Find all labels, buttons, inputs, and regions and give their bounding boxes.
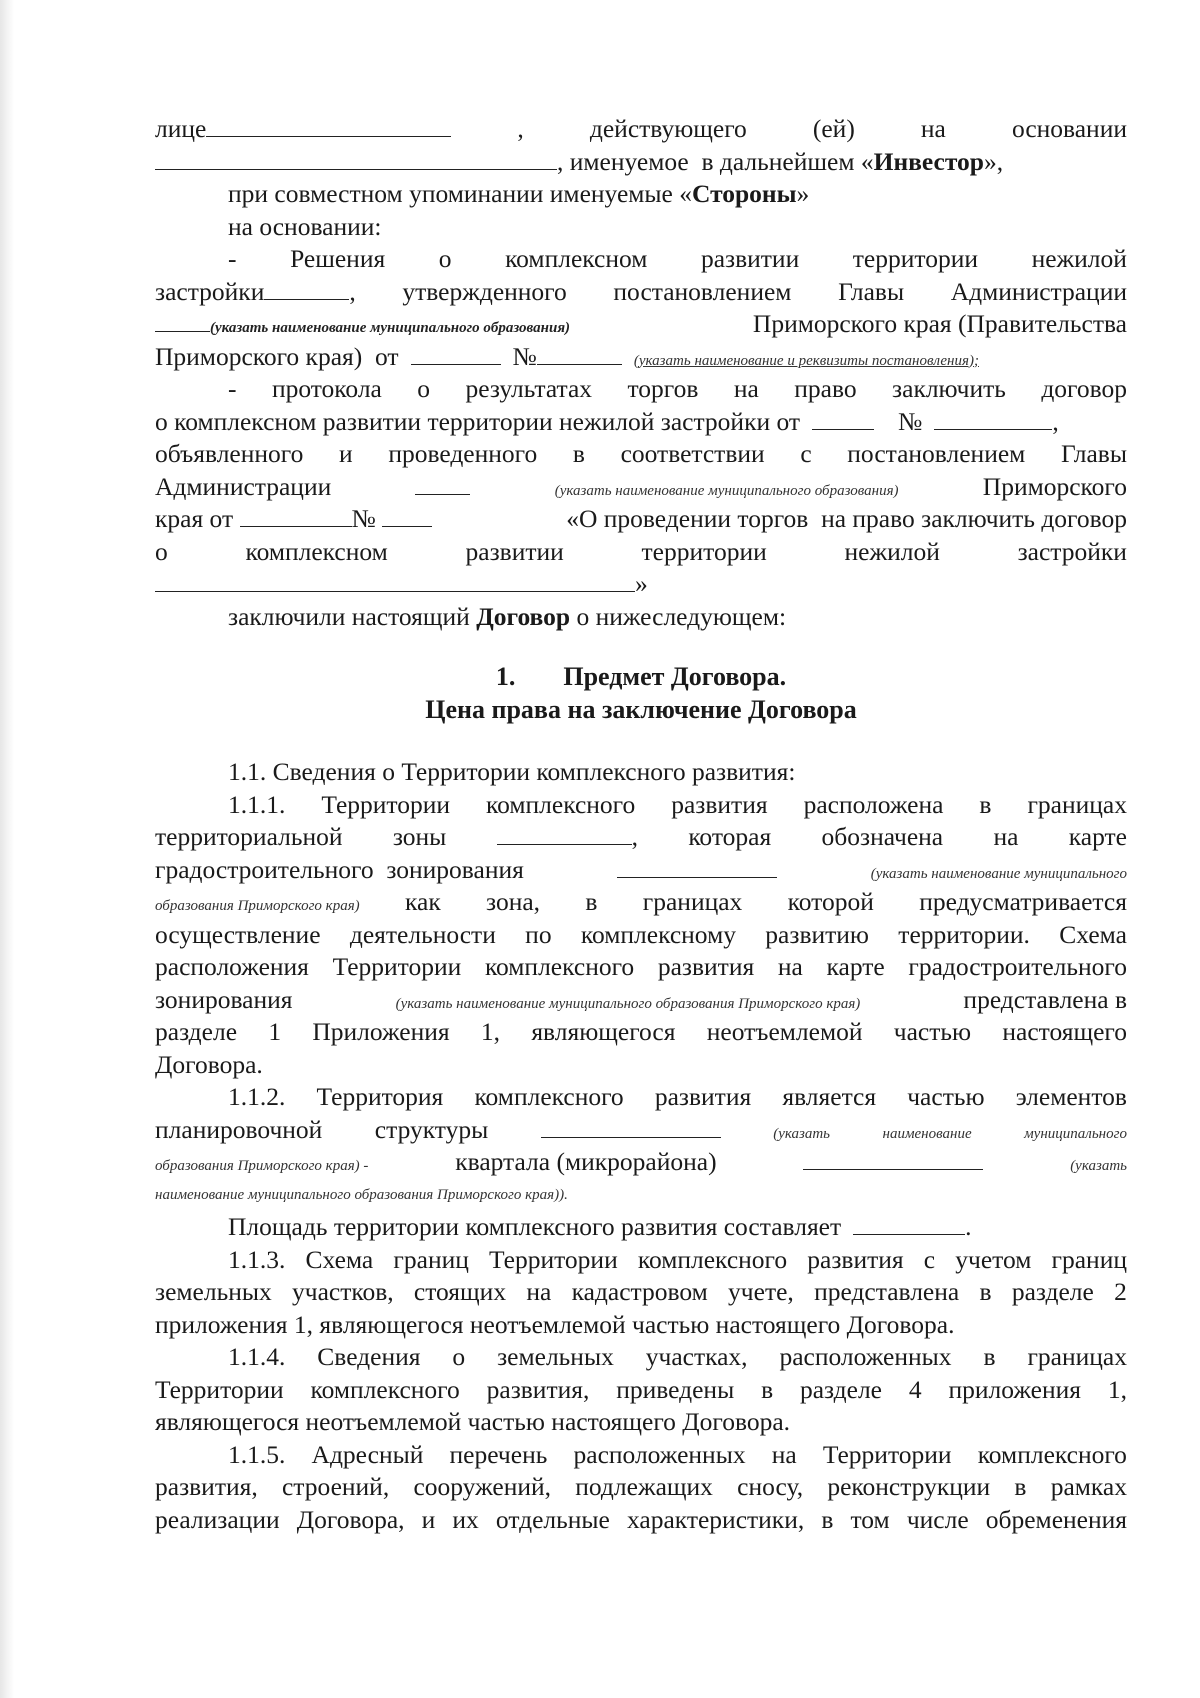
text-segment: является <box>782 1082 877 1111</box>
clause-1-1-5-line-1 <box>155 1439 1127 1472</box>
text-segment: на <box>993 822 1019 851</box>
grounds-line <box>155 211 1127 244</box>
text-segment: числе <box>906 1504 969 1534</box>
text-segment: карте <box>1068 822 1127 851</box>
text-segment: развития, <box>155 1472 258 1501</box>
text-segment: основании <box>1011 114 1127 143</box>
text-segment: Адресный <box>311 1439 424 1469</box>
text-segment: разделе <box>1011 1277 1094 1306</box>
blank-fill-line <box>206 115 451 137</box>
text-segment: развития <box>807 1244 904 1274</box>
text-segment: Стороны <box>691 179 797 208</box>
text-segment: (указать <box>1070 1158 1127 1174</box>
protocol-line-5 <box>155 503 1127 536</box>
text-segment: в <box>585 887 598 916</box>
clause-1-1-4-line-2 <box>155 1374 1127 1407</box>
text-segment: комплексном <box>505 244 648 273</box>
text-segment: 1.1.3. <box>228 1244 286 1274</box>
clause-1-1-1-line-3 <box>155 854 1127 887</box>
text-segment: расположенных <box>573 1439 746 1469</box>
section-subheading <box>155 694 1127 727</box>
blank-fill-line <box>541 1116 721 1138</box>
text-segment: зонирования <box>155 984 293 1014</box>
text-segment: Приморского края (Правительства <box>752 309 1127 338</box>
text-segment: № <box>512 341 537 371</box>
text-segment: разделе <box>155 1017 238 1046</box>
clause-1-1-3-line-3 <box>155 1309 1127 1342</box>
text-segment: неотъемлемой <box>706 1017 863 1046</box>
text-segment: Территория <box>316 1082 444 1111</box>
preamble-line-1 <box>155 113 1127 146</box>
text-segment: (указать наименование муниципального <box>870 865 1127 882</box>
text-segment: комплексного <box>310 1374 460 1404</box>
clause-1-1-2-area <box>155 1211 1127 1244</box>
text-segment: строений, <box>281 1472 390 1501</box>
text-segment: Решения <box>290 244 386 273</box>
text-segment: развитии <box>700 244 800 273</box>
text-segment: », <box>983 146 1004 176</box>
text-segment: частью <box>907 1082 985 1111</box>
text-segment: о <box>417 374 431 403</box>
text-segment: Договора, <box>296 1504 405 1534</box>
clause-1-1-1-line-7 <box>155 984 1127 1017</box>
text-segment: квартала (микрорайона) <box>455 1147 717 1176</box>
text-segment: характеристики, <box>626 1504 805 1534</box>
clause-1-1-1-line-8 <box>155 1016 1127 1049</box>
text-segment: Договора. <box>155 1049 263 1079</box>
text-segment: Главы <box>838 276 905 306</box>
scan-edge <box>0 0 14 1698</box>
text-segment: границах <box>1027 1342 1127 1371</box>
text-segment: развития <box>654 1082 752 1111</box>
text-segment: , <box>1052 406 1059 436</box>
text-segment: Схема <box>1059 919 1127 949</box>
text-segment: карте <box>826 952 885 981</box>
text-segment: муниципального <box>1024 1125 1127 1142</box>
text-segment: учетом <box>955 1244 1032 1274</box>
text-segment: рамках <box>1050 1472 1127 1501</box>
text-segment: по <box>525 919 552 949</box>
text-segment: » <box>635 569 648 598</box>
text-segment: наименование <box>882 1125 972 1142</box>
text-segment: при совместном упоминании именуемые « <box>228 179 692 208</box>
text-segment: действующего <box>589 114 747 143</box>
text-segment: Территории <box>332 952 462 981</box>
text-segment: 1 <box>268 1017 282 1046</box>
clause-1-1-1-line-2 <box>155 821 1127 854</box>
text-segment: территории. <box>898 919 1030 949</box>
text-segment: и <box>339 439 353 468</box>
section-number: 1. <box>495 662 516 691</box>
text-segment: в <box>761 1374 774 1404</box>
preamble-line-2 <box>155 146 1127 179</box>
text-segment: комплексного <box>637 1244 788 1274</box>
text-segment: которая <box>688 822 772 851</box>
text-segment: 1.1.5. <box>228 1439 286 1469</box>
text-segment: № <box>351 504 376 533</box>
blank-fill-line <box>155 570 635 592</box>
blank-fill-line <box>411 343 501 365</box>
text-segment: (указать наименование и реквизиты постановления); <box>633 352 979 369</box>
protocol-line-1 <box>155 373 1127 406</box>
text-segment: «О проведении торгов на право заключить договор <box>566 504 1127 533</box>
clause-1-1-1-line-9 <box>155 1049 1127 1082</box>
text-segment: представлена <box>814 1277 960 1306</box>
blank-fill-line <box>617 856 777 878</box>
text-segment: Главы <box>1060 439 1127 468</box>
text-segment: и <box>421 1504 436 1534</box>
text-segment: Договор <box>476 601 571 631</box>
text-segment: в <box>821 1504 834 1534</box>
text-segment: Сведения <box>317 1342 421 1371</box>
text-segment: зона, <box>486 887 541 916</box>
text-segment: разделе <box>799 1374 883 1404</box>
text-segment: о <box>438 244 452 273</box>
text-segment: в <box>979 1277 992 1306</box>
text-segment: нежилой <box>844 536 940 566</box>
text-segment: на <box>526 1277 552 1306</box>
text-segment: границ <box>1051 1244 1127 1274</box>
text-segment: (указать наименование муниципального образования Приморского края) <box>395 995 861 1012</box>
text-segment: (указать наименование муниципального образования) <box>554 482 899 499</box>
text-segment: , <box>517 114 524 143</box>
text-segment: частью <box>893 1017 972 1046</box>
text-segment: 2 <box>1114 1277 1127 1306</box>
text-segment: нежилой <box>1031 244 1127 273</box>
section-title: Предмет Договора. <box>563 662 787 691</box>
text-segment: Площадь территории комплексного развития составляет <box>228 1212 842 1241</box>
protocol-line-7 <box>155 568 1127 601</box>
blank-fill-line <box>934 408 1052 430</box>
parties-line <box>155 178 1127 211</box>
text-segment: право <box>794 374 857 403</box>
text-segment: 4 <box>908 1374 922 1404</box>
text-segment: края от <box>155 504 234 533</box>
text-segment: Приложения <box>312 1017 450 1046</box>
text-segment: перечень <box>449 1439 548 1469</box>
text-segment: реализации <box>155 1504 280 1534</box>
text-segment: на <box>777 952 803 981</box>
clause-1-1-1-line-1 <box>155 789 1127 822</box>
document-text <box>155 113 1127 1536</box>
text-segment: о комплексном развитии территории нежилой застройки от <box>155 406 801 436</box>
text-segment: о нижеследующем: <box>570 601 787 631</box>
text-segment: расположения <box>155 952 309 981</box>
text-segment: элементов <box>1015 1082 1127 1111</box>
text-segment: (ей) <box>812 114 855 143</box>
text-segment: расположенных <box>779 1342 952 1371</box>
text-segment: (указать <box>773 1125 831 1142</box>
text-segment: Администрации <box>950 276 1127 306</box>
text-segment: земельных <box>497 1342 614 1371</box>
text-segment: на <box>733 374 759 403</box>
text-segment: в <box>983 1342 996 1371</box>
text-segment: настоящего <box>1002 1017 1127 1046</box>
text-segment: комплексного <box>484 952 635 981</box>
text-segment: подлежащих <box>575 1472 713 1501</box>
text-segment: (указать наименование муниципального образования) <box>210 320 571 336</box>
text-segment: образования Приморского края) <box>155 898 360 914</box>
clause-1-1-1-line-6 <box>155 951 1127 984</box>
text-segment: » <box>796 179 810 208</box>
text-segment: развитию <box>765 919 869 949</box>
text-segment: Администрации <box>155 471 332 501</box>
text-segment: Цена права на заключение Договора <box>425 694 857 724</box>
text-segment: Инвестор <box>873 146 984 176</box>
text-segment: постановлением <box>847 439 1026 468</box>
clause-1-1 <box>155 756 1127 789</box>
text-segment: участках, <box>645 1342 748 1371</box>
text-segment: сносу, <box>737 1472 804 1501</box>
protocol-line-3 <box>155 438 1127 471</box>
text-segment: являющегося <box>531 1017 676 1046</box>
blank-fill-line <box>853 1213 965 1235</box>
text-segment: 1.1.1. <box>228 789 286 819</box>
text-segment: застройки <box>155 276 265 306</box>
text-segment: в <box>979 789 992 819</box>
clause-1-1-3-line-1 <box>155 1244 1127 1277</box>
clause-1-1-2-line-4 <box>155 1179 1127 1212</box>
text-segment: Территории <box>321 789 451 819</box>
text-segment: земельных <box>155 1277 272 1306</box>
protocol-line-4 <box>155 471 1127 504</box>
text-segment: комплексного <box>977 1439 1127 1469</box>
blank-fill-line <box>382 505 432 527</box>
text-segment: 1.1.2. <box>228 1082 286 1111</box>
text-segment: 1.1. Сведения о Территории комплексного развития: <box>228 757 796 786</box>
text-segment: обозначена <box>821 822 944 851</box>
text-segment: комплексного <box>474 1082 624 1111</box>
clause-1-1-5-line-3 <box>155 1504 1127 1537</box>
text-segment: о <box>452 1342 466 1371</box>
text-segment: структуры <box>374 1114 489 1144</box>
blank-fill-line <box>155 148 557 170</box>
blank-fill-line <box>803 1148 983 1170</box>
text-segment: границах <box>642 887 743 916</box>
text-segment: градостроительного зонирования <box>155 854 524 884</box>
text-segment: Территории <box>489 1244 618 1274</box>
text-segment: Территории <box>155 1374 284 1404</box>
text-segment: заключить <box>892 374 1006 403</box>
clause-1-1-4-line-1 <box>155 1341 1127 1374</box>
clause-1-1-2-line-2 <box>155 1114 1127 1147</box>
text-segment: являющегося неотъемлемой частью настоящего Договора. <box>155 1407 791 1436</box>
decision-line-2 <box>155 276 1127 309</box>
decision-line-4 <box>155 341 1127 374</box>
text-segment: градостроительного <box>908 952 1127 981</box>
text-segment: представлена в <box>963 984 1127 1014</box>
text-segment: обременения <box>985 1504 1127 1534</box>
text-segment: Схема <box>305 1244 374 1274</box>
text-segment: договор <box>1041 374 1127 403</box>
clause-1-1-3-line-2 <box>155 1276 1127 1309</box>
text-segment: , <box>631 822 638 851</box>
text-segment: с <box>923 1244 936 1274</box>
text-segment: их <box>452 1504 479 1534</box>
text-segment: лице <box>155 114 207 143</box>
blank-fill-line <box>497 823 632 845</box>
text-segment: 1, <box>1107 1374 1127 1404</box>
text-segment: комплексного <box>486 789 636 819</box>
text-segment: учете, <box>728 1277 794 1306</box>
text-segment: 1.1.4. <box>228 1342 286 1371</box>
blank-fill-line <box>537 343 622 365</box>
text-segment: постановлением <box>613 276 792 306</box>
text-segment: предусматривается <box>919 887 1127 916</box>
text-segment: реконструкции <box>827 1472 991 1501</box>
text-segment: развития, <box>486 1374 590 1404</box>
text-segment: образования Приморского края) - <box>155 1158 369 1174</box>
text-segment: приложения <box>948 1374 1081 1404</box>
text-segment: границах <box>1027 789 1127 819</box>
text-segment: с <box>800 439 812 468</box>
text-segment: которой <box>787 887 874 916</box>
blank-fill-line <box>264 278 349 300</box>
text-segment: развития <box>657 952 755 981</box>
clause-1-1-1-line-5 <box>155 919 1127 952</box>
text-segment: Приморского края) от <box>155 341 399 371</box>
text-segment: 1, <box>480 1017 501 1046</box>
clause-1-1-2-line-3 <box>155 1146 1127 1179</box>
text-segment: кадастровом <box>571 1277 708 1306</box>
text-segment: осуществление <box>155 919 321 949</box>
protocol-line-6 <box>155 536 1127 569</box>
text-segment: развитии <box>465 536 564 566</box>
text-segment: деятельности <box>349 919 496 949</box>
text-segment: планировочной <box>155 1114 323 1144</box>
text-segment: зоны <box>392 822 447 851</box>
text-segment: территориальной <box>155 822 343 851</box>
concluded-line <box>155 601 1127 634</box>
text-segment: объявленного <box>155 439 304 468</box>
text-segment: - <box>228 374 237 403</box>
text-segment: том <box>850 1504 890 1534</box>
text-segment: на основании: <box>228 211 382 241</box>
section-heading <box>155 661 1127 694</box>
text-segment: результатах <box>465 374 593 403</box>
blank-fill-line <box>240 505 352 527</box>
clause-1-1-1-line-4 <box>155 886 1127 919</box>
text-segment: как <box>405 887 441 916</box>
text-segment: на <box>771 1439 797 1469</box>
text-segment: наименование муниципального образования Приморского края)). <box>155 1186 568 1203</box>
text-segment: застройки <box>1017 536 1127 566</box>
text-segment: . <box>965 1212 972 1241</box>
clause-1-1-4-line-3 <box>155 1406 1127 1439</box>
decision-line-3 <box>155 308 1127 341</box>
text-segment: участков, <box>292 1277 394 1306</box>
text-segment: № <box>898 406 923 436</box>
text-segment: о <box>155 536 168 566</box>
text-segment: на <box>920 114 946 143</box>
text-segment: утвержденного <box>402 276 567 306</box>
text-segment: , именуемое в дальнейшем « <box>557 146 874 176</box>
text-segment: комплексном <box>245 536 388 566</box>
text-segment: заключили настоящий <box>228 601 477 631</box>
text-segment: в <box>1014 1472 1027 1501</box>
text-segment: торгов <box>627 374 699 403</box>
text-segment: приведены <box>616 1374 735 1404</box>
text-segment: соответствии <box>620 439 765 468</box>
text-segment: приложения 1, являющегося неотъемлемой частью настоящего Договора. <box>155 1309 955 1339</box>
text-segment: в <box>572 439 585 468</box>
text-segment: - <box>228 244 237 273</box>
text-segment: развития <box>671 789 768 819</box>
text-segment: сооружений, <box>413 1472 552 1501</box>
blank-fill-line <box>155 310 210 332</box>
protocol-line-2 <box>155 406 1127 439</box>
text-segment: проведенного <box>388 439 538 468</box>
text-segment: Территории <box>822 1439 952 1469</box>
text-segment: отдельные <box>495 1504 610 1534</box>
text-segment: протокола <box>271 374 382 403</box>
decision-line-1 <box>155 243 1127 276</box>
text-segment: стоящих <box>413 1277 507 1306</box>
text-segment: границ <box>393 1244 469 1274</box>
clause-1-1-5-line-2 <box>155 1471 1127 1504</box>
clause-1-1-2-line-1 <box>155 1081 1127 1114</box>
blank-fill-line <box>812 408 874 430</box>
text-segment: территории <box>641 536 767 566</box>
text-segment: комплексному <box>580 919 736 949</box>
text-segment: территории <box>852 244 978 273</box>
text-segment: расположена <box>803 789 944 819</box>
text-segment: Приморского <box>982 471 1127 501</box>
blank-fill-line <box>415 473 470 495</box>
text-segment: , <box>349 276 356 306</box>
